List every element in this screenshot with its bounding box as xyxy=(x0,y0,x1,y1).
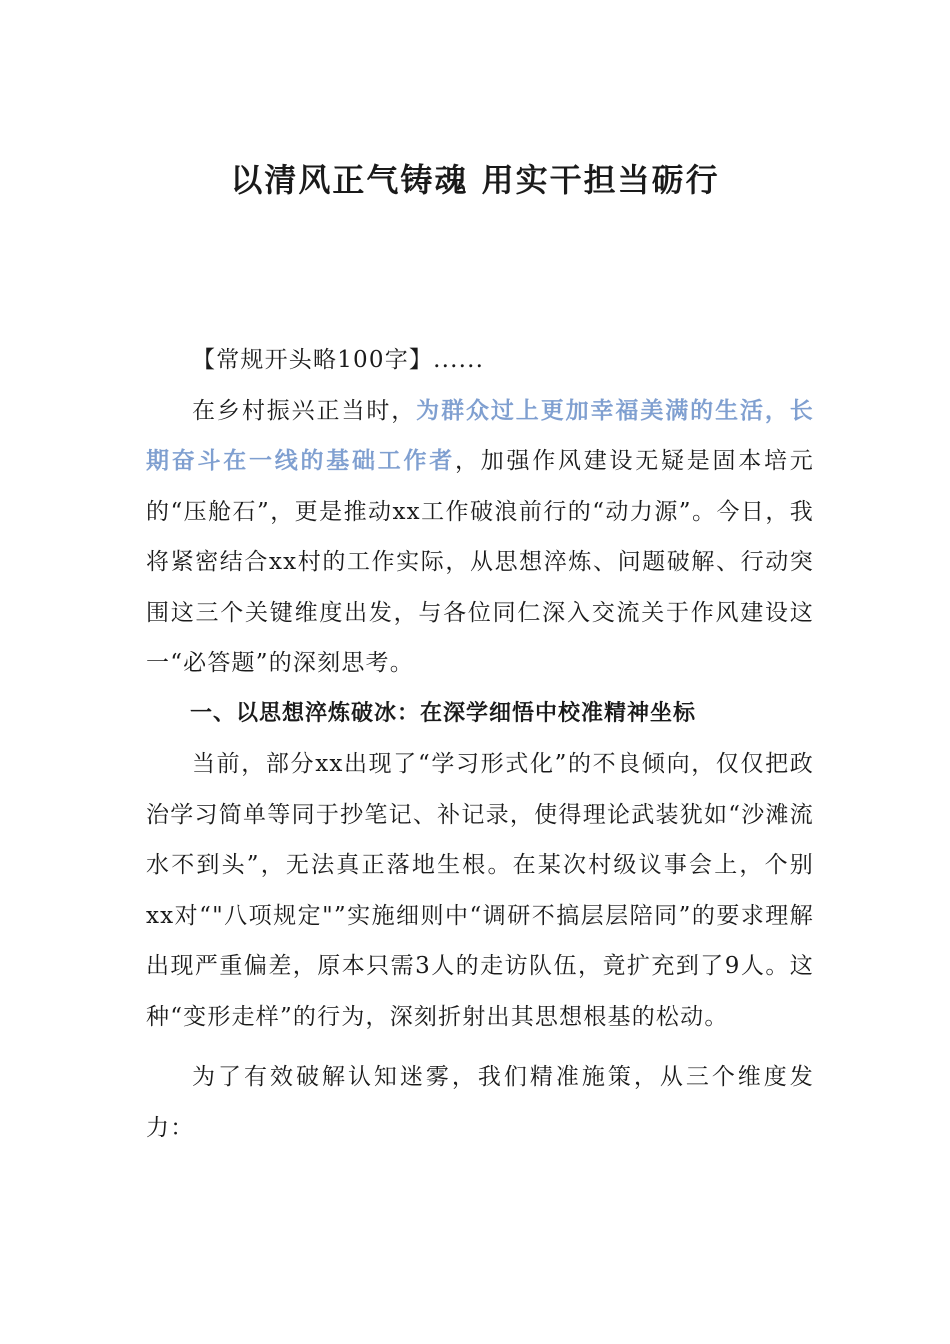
document-body xyxy=(146,335,814,1153)
paragraph-1-lead: 在乡村振兴正当时， xyxy=(192,397,417,424)
paragraph-1 xyxy=(146,386,814,689)
paragraph-3: 为了有效破解认知迷雾，我们精准施策，从三个维度发力： xyxy=(146,1064,814,1141)
highlighted-text: 为群众过上更加幸福美满的生活，长期奋斗在一线的基础工作者 xyxy=(146,397,814,474)
intro-paragraph: 【常规开头略100字】...... xyxy=(192,347,485,373)
document-title: 以清风正气铸魂 用实干担当砺行 xyxy=(230,161,720,199)
paragraph-1-rest: ，加强作风建设无疑是固本培元的“压舱石”，更是推动xx工作破浪前行的“动力源”。今日，我将紧密结合xx村的工作实际，从思想淬炼、问题破解、行动突围这三个关键维度出发，与各位同仁深入交流关于作风建设这一“必答题”的深刻思考。 xyxy=(146,448,814,676)
paragraph-2: 当前，部分xx出现了“学习形式化”的不良倾向，仅仅把政治学习简单等同于抄笔记、补记录，使得理论武装犹如“沙滩流水不到头”，无法真正落地生根。在某次村级议事会上，个别xx对“"八项规定"”实施细则中“调研不搞层层陪同”的要求理解出现严重偏差，原本只需3人的走访队伍，竟扩充到了9人。这种“变形走样”的行为，深刻折射出其思想根基的松动。 xyxy=(146,751,814,1030)
section-heading-1: 一、以思想淬炼破冰：在深学细悟中校准精神坐标 xyxy=(190,700,697,726)
